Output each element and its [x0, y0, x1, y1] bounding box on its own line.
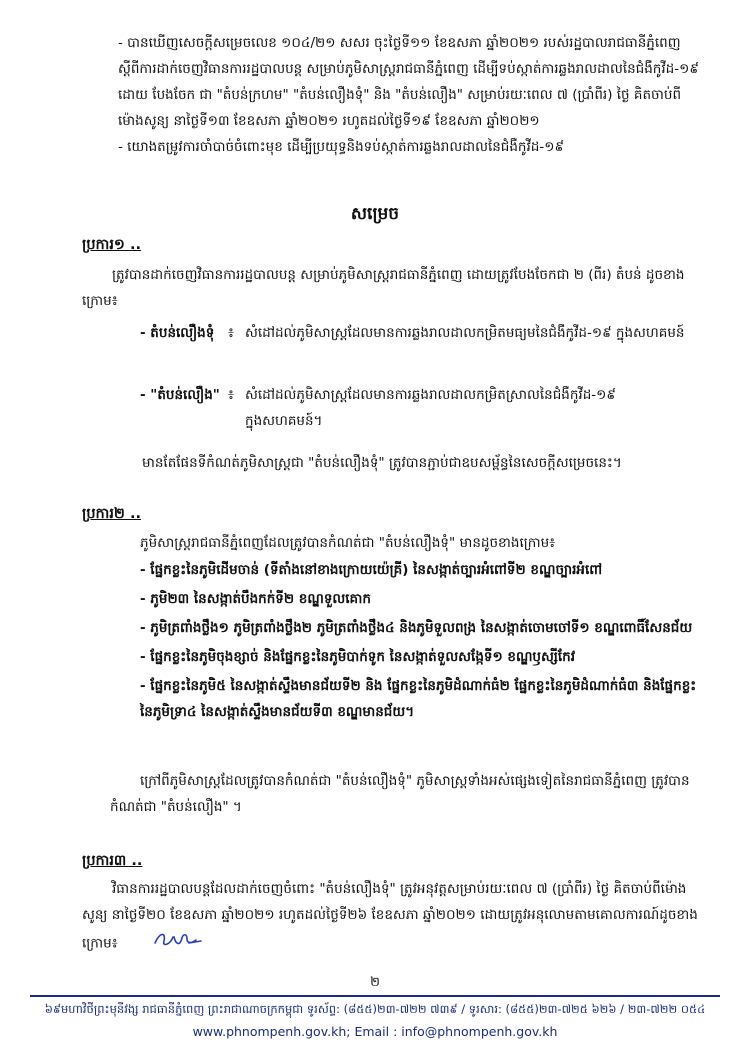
footer-contact: www.phnompenh.gov.kh; Email : info@phnompenh.gov.kh [192, 1024, 558, 1039]
article-3-heading: ប្រការ៣ .. [82, 853, 143, 869]
decision-title: សម្រេច [350, 204, 400, 224]
article-1-closing: មានតែផែនទីកំណត់ភូមិសាស្ត្រជា "តំបន់លឿងទុំ" ត្រូវបានភ្ជាប់ជាឧបសម្ព័ន្ធនៃសេចក្តីសម្រេចនេះ។ [142, 455, 622, 471]
list-item: - ផ្នែកខ្លះនៃភូមិដើមចាន់ (ទីតាំងនៅខាងក្រោយយ៉េគ្រី) នៃសង្កាត់ច្បារអំពៅទី២ ខណ្ឌច្បារអំពៅ [140, 562, 603, 578]
page-number: ២ [370, 975, 380, 990]
footer-divider [30, 995, 720, 997]
preamble-paragraph-1: - បានឃើញសេចក្តីសម្រេចលេខ ១០៤/២១ សសរ ចុះថ្ងៃទី១១ ខែឧសភា ឆ្នាំ២០២១ របស់រដ្ឋបាលរាជធានីភ្នំពេញ ស្តីពីការដាក់ចេញវិធានការរដ្ឋបាលបន្ត សម្រាប់ភូមិសាស្ត្ររាជធានីភ្នំពេញ ដើម្បីទប់ស្កាត់ការឆ្លងរាលដាលនៃជំងឺកូវីដ-១៩ ដោយ បែងចែក ជា "តំបន់ក្រហម" "តំបន់លឿងទុំ" និង "តំបន់លឿង" សម្រាប់រយៈពេល ៧ (ប្រាំពីរ) ថ្ងៃ គិតចាប់ពីម៉ោងសូន្យ នាថ្ងៃទី១៣ ខែឧសភា ឆ្នាំ២០២១ រហូតដល់ថ្ងៃទី១៩ ខែឧសភា ឆ្នាំ២០២១ [118, 35, 699, 129]
preamble-paragraph-2: - យោងតម្រូវការចាំបាច់ចំពោះមុខ ដើម្បីប្រយុទ្ធនិងទប់ស្កាត់ការឆ្លងរាលដាលនៃជំងឺកូវីដ-១៩ [118, 139, 565, 155]
article-3-text: វិធានការរដ្ឋបាលបន្តដែលដាក់ចេញចំពោះ "តំបន់លឿងទុំ" ត្រូវអនុវត្តសម្រាប់រយៈពេល ៧ (ប្រាំពីរ) ថ្ងៃ គិតចាប់ពីម៉ោងសូន្យ នាថ្ងៃទី២០ ខែឧសភា ឆ្នាំ២០២១ រហូតដល់ថ្ងៃទី២៦ ខែឧសភា ឆ្នាំ២០២១ ដោយត្រូវអនុលោមតាមគោលការណ៍ដូចខាងក្រោម៖ [82, 881, 698, 952]
article-1-body: ត្រូវបានដាក់ចេញវិធានការរដ្ឋបាលបន្ត សម្រាប់ភូមិសាស្ត្ររាជធានីភ្នំពេញ ដោយត្រូវបែងចែកជា ២ (ពីរ) តំបន់ ដូចខាងក្រោម៖ [82, 267, 685, 309]
zone-separator: ៖ [228, 325, 234, 341]
affected-area-list [140, 557, 705, 728]
article-2-closing: ក្រៅពីភូមិសាស្ត្រដែលត្រូវបានកំណត់ជា "តំបន់លឿងទុំ" ភូមិសាស្ត្រទាំងអស់ផ្សេងទៀតនៃរាជធានីភ្នំពេញ ត្រូវបានកំណត់ជា "តំបន់លឿង" ។ [110, 773, 690, 815]
zone-description: សំដៅដល់ភូមិសាស្ត្រដែលមានការឆ្លងរាលដាលកម្រិតមធ្យមនៃជំងឺកូវីដ-១៩ ក្នុងសហគមន៍ [245, 325, 685, 341]
list-item: - ផ្នែកខ្លះនៃភូមិចុងខ្សាច់ និងផ្នែកខ្លះនៃភូមិបាក់ទូក នៃសង្កាត់ទួលសង្កែទី១ ខណ្ឌឫស្សីកែវ [140, 649, 576, 665]
list-item: - ផ្នែកខ្លះនៃភូមិ៥ នៃសង្កាត់ស្ទឹងមានជ័យទី២ និង ផ្នែកខ្លះនៃភូមិដំណាក់ធំ២ ផ្នែកខ្លះនៃភូមិដំណាក់ធំ៣ និងផ្នែកខ្លះនៃភូមិទ្រា៤ នៃសង្កាត់ស្ទឹងមានជ័យទី៣ ខណ្ឌមានជ័យ។ [140, 678, 697, 720]
zone-name: - តំបន់លឿងទុំ [140, 325, 215, 341]
list-item: - ភូមិត្រពាំងថ្លឹង១ ភូមិត្រពាំងថ្លឹង២ ភូមិត្រពាំងថ្លឹង៤ និងភូមិទួលពង្រ នៃសង្កាត់ចោមចៅទី១ ខណ្ឌពោធិ៍សែនជ័យ [140, 620, 693, 636]
article-2-heading: ប្រការ២ .. [82, 506, 141, 522]
zone-row-2 [140, 382, 700, 434]
initials-signature [122, 928, 204, 959]
article-1-heading: ប្រការ១ .. [82, 237, 141, 253]
footer-address: ៦៩មហាវិថីព្រះមុនីវង្ស រាជធានីភ្នំពេញ ព្រះរាជាណាចក្រកម្ពុជា ទូរស័ព្ទ: (៨៥៥)២៣-៧២២ ៧៣៩ / ទូរសារ: (៨៥៥)២៣-៧២៥ ៦២៦ / ២៣-៧២២ ០៥៤ [44, 1002, 706, 1016]
zone-name: - "តំបន់លឿង" [140, 387, 220, 403]
preamble [118, 30, 703, 160]
article-3-body [82, 876, 702, 959]
zone-separator: ៖ [228, 387, 234, 403]
list-item: - ភូមិ២៣ នៃសង្កាត់បឹងកក់ទី២ ខណ្ឌទួលគោក [140, 591, 371, 607]
article-2-intro: ភូមិសាស្ត្ររាជធានីភ្នំពេញដែលត្រូវបានកំណត់ជា "តំបន់លឿងទុំ" មានដូចខាងក្រោម៖ [140, 535, 556, 551]
zone-description: សំដៅដល់ភូមិសាស្ត្រដែលមានការឆ្លងរាលដាលកម្រិតស្រាលនៃជំងឺកូវីដ-១៩ ក្នុងសហគមន៍។ [245, 387, 616, 429]
zone-row-1 [140, 320, 700, 372]
